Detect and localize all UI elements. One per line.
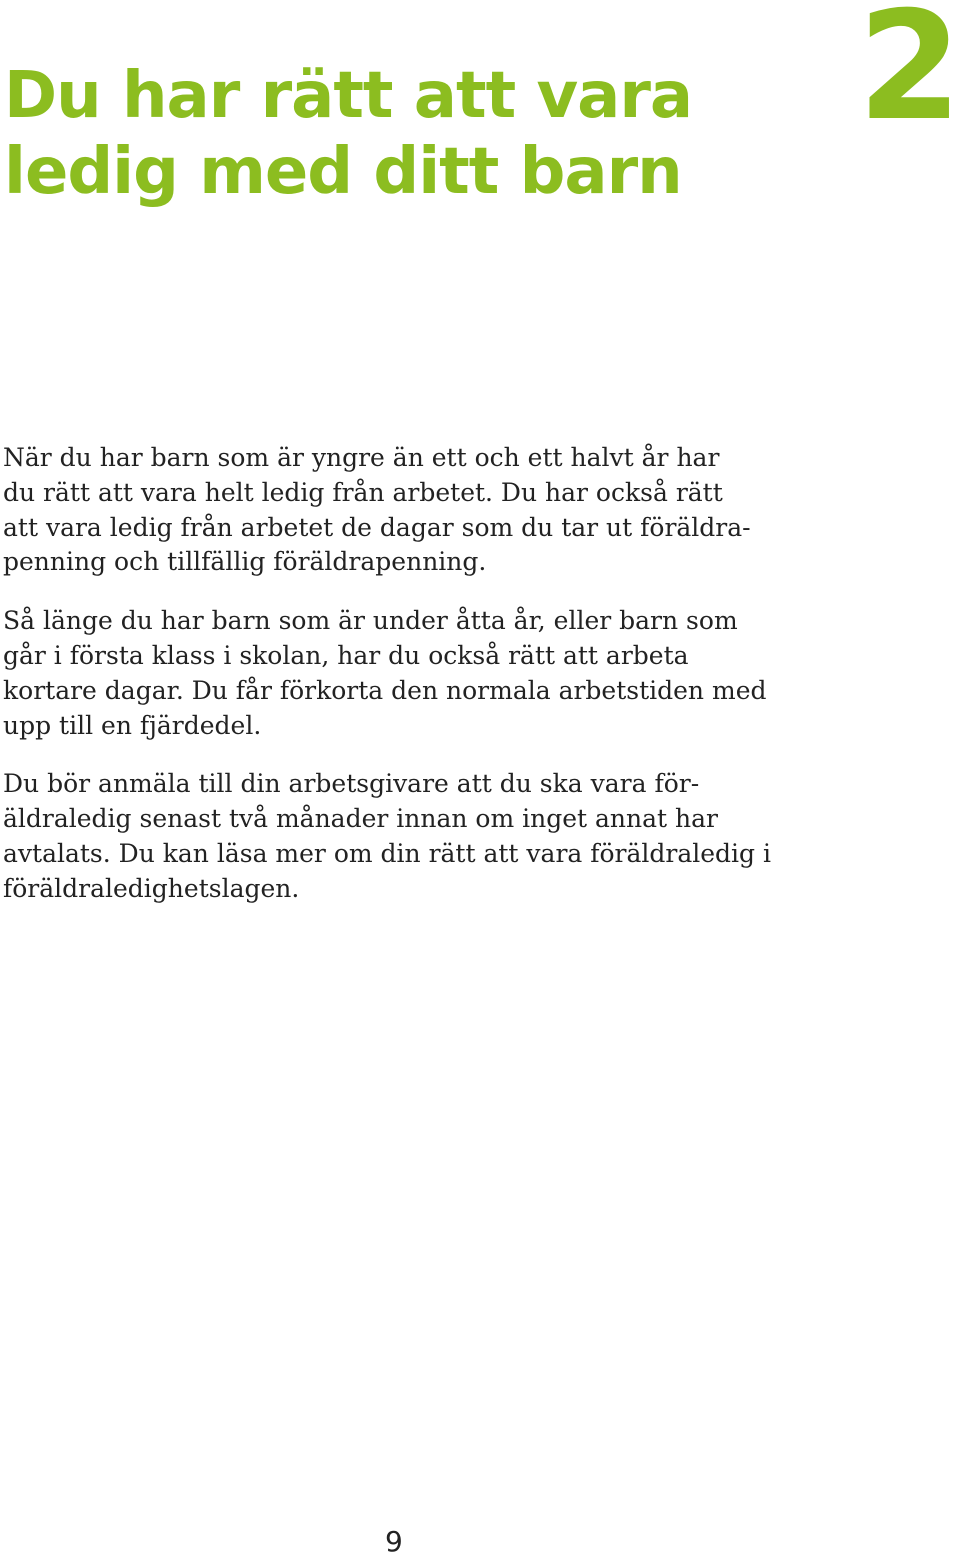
paragraph-leave-right bbox=[3, 441, 863, 580]
text-line: upp till en fjärdedel. bbox=[3, 710, 262, 740]
text-line: går i första klass i skolan, har du också rätt att arbeta bbox=[3, 640, 689, 670]
text-line: föräldraledighetslagen. bbox=[3, 873, 300, 903]
paragraph-notify-employer bbox=[3, 767, 863, 906]
title-line: Du har rätt att vara bbox=[4, 59, 693, 133]
text-line: Så länge du har barn som är under åtta år, eller barn som bbox=[3, 606, 738, 636]
text-line: äldraledig senast två månader innan om inget annat har bbox=[3, 804, 718, 834]
title-line: ledig med ditt barn bbox=[4, 135, 682, 209]
paragraph-shorter-days bbox=[3, 604, 863, 743]
page-number: 9 bbox=[385, 1525, 403, 1558]
body-text bbox=[3, 441, 863, 931]
text-line: avtalats. Du kan läsa mer om din rätt att vara föräldraledig i bbox=[3, 838, 771, 868]
text-line: kortare dagar. Du får förkorta den normala arbetstiden med bbox=[3, 675, 767, 705]
page-title bbox=[4, 58, 692, 210]
chapter-number: 2 bbox=[857, 0, 958, 154]
text-line: När du har barn som är yngre än ett och ett halvt år har bbox=[3, 443, 720, 472]
text-line: Du bör anmäla till din arbetsgivare att du ska vara för- bbox=[3, 769, 700, 799]
text-line: att vara ledig från arbetet de dagar som du tar ut föräldra- bbox=[3, 512, 751, 542]
text-line: du rätt att vara helt ledig från arbetet. Du har också rätt bbox=[3, 477, 723, 507]
text-line: penning och tillfällig föräldrapenning. bbox=[3, 547, 487, 577]
